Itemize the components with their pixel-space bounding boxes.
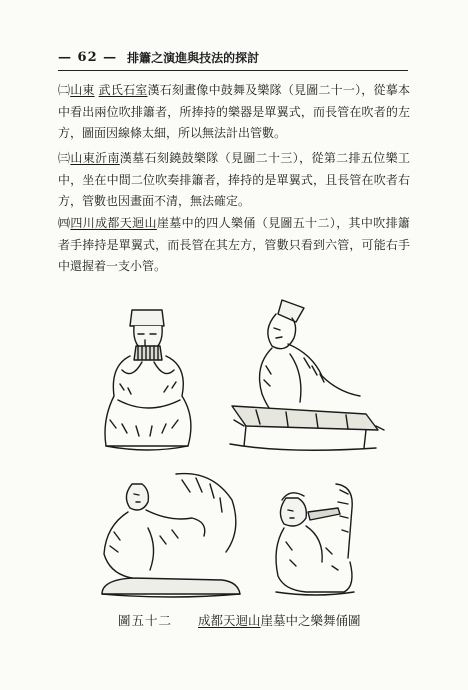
page-number: — 62 —: [58, 49, 118, 65]
page-header: [58, 48, 406, 66]
paragraph-text: 崖墓中的四人樂俑（見圖五十二），其中吹排簫者手捧持是單翼式，而長管在其左方，管數只看到六管，可能右手中還握着一支小管。: [58, 216, 410, 273]
paragraph-2: [58, 80, 410, 145]
paragraph-text: 漢石刻畫像中鼓舞及樂隊（見圖二十一），從摹本中看出兩位吹排簫者，所捧持的樂器是單翼式，而長管在吹者的左方，圖面因線條太細，所以無法計出管數。: [58, 83, 410, 140]
paragraph-text: 漢墓石刻鐃鼓樂隊（見圖二十三），從第二排五位樂工中，坐在中間二位吹奏排簫者，捧持的是單翼式，且長管在吹者右方，管數也因畫面不清，無法確定。: [58, 151, 410, 208]
running-title: 排簫之演進與技法的探討: [127, 50, 260, 65]
place-name: 山東: [70, 83, 95, 97]
figurine-zither-player: [226, 296, 388, 458]
figure-label: 圖五十二: [118, 613, 173, 628]
place-name: 山東: [70, 151, 96, 165]
figure-caption: [118, 611, 378, 629]
place-name: 成都: [198, 613, 224, 628]
figurine-panpipe-player: [92, 300, 202, 455]
item-marker: ㈣: [58, 216, 71, 230]
caption-rest: 崖墓中之樂舞俑圖: [260, 613, 361, 628]
place-name: 沂南: [95, 151, 120, 165]
place-name: 四川: [70, 216, 96, 230]
place-name: 成都: [95, 216, 120, 230]
place-name: 天迴山: [223, 613, 261, 628]
place-name: 天迴山: [119, 216, 157, 230]
paragraph-4: [58, 213, 410, 278]
paragraph-3: [58, 148, 410, 213]
item-marker: ㈡: [58, 83, 71, 97]
place-name: 武氏石室: [98, 83, 148, 97]
figurine-kneeling-musician: [92, 470, 247, 600]
item-marker: ㈢: [58, 151, 71, 165]
figurine-standing-musician: [266, 478, 366, 598]
header-rule: [58, 70, 408, 71]
figure-description: [198, 611, 361, 629]
